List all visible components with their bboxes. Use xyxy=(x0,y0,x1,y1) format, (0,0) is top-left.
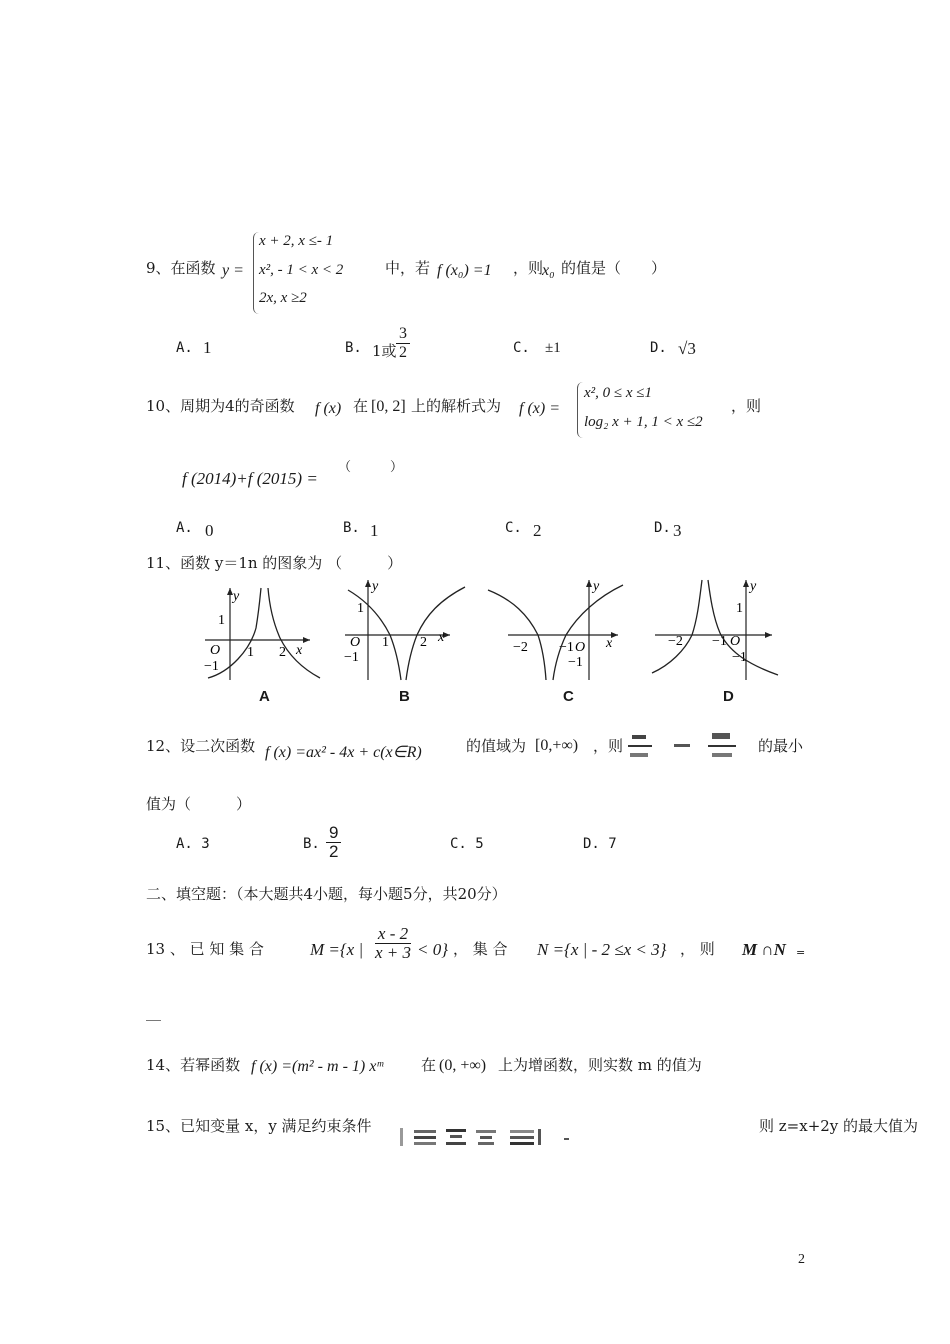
q11-graph-b xyxy=(340,575,470,689)
q14-interval: (0, +∞) xyxy=(439,1057,487,1074)
q12-opt-b-num: 9 xyxy=(326,824,341,843)
q9-opt-b-num: 3 xyxy=(396,325,410,344)
q9-opt-b-den: 2 xyxy=(399,344,407,361)
svg-text:−1: −1 xyxy=(712,634,727,649)
q10-fx: f (x) xyxy=(315,400,342,417)
q13-m-set-pre: M ={x | xyxy=(310,940,364,959)
svg-text:x: x xyxy=(606,636,613,651)
q9-opt-b-pre: 1或 xyxy=(372,342,397,360)
q12-opt-d: D. 7 xyxy=(583,836,617,852)
section-2-heading: 二、填空题：（本大题共4小题，每小题5分，共20分） xyxy=(146,885,507,903)
q13-m-den: x + 3 xyxy=(375,943,412,962)
q12-opt-b-frac xyxy=(326,824,341,861)
q9-then: ，则 xyxy=(513,259,544,277)
q11-graph-d xyxy=(650,575,780,689)
q13-equals: = xyxy=(796,946,806,959)
q14-stem: 14、若幂函数 xyxy=(146,1056,241,1074)
q11-graph-a xyxy=(200,580,330,689)
q10-brace xyxy=(577,382,584,438)
svg-text:1: 1 xyxy=(218,613,225,628)
q15-blurred-constraints xyxy=(398,1124,573,1154)
q14-tail: 上为增函数，则实数 m 的值为 xyxy=(498,1056,702,1074)
svg-text:y: y xyxy=(372,579,379,594)
svg-text:1: 1 xyxy=(247,645,254,660)
q10-opt-b-label: B. xyxy=(343,520,360,536)
q12-stem: 12、设二次函数 xyxy=(146,737,256,755)
q9-opt-c: ±1 xyxy=(545,340,561,356)
q13-m-num: x - 2 xyxy=(375,925,411,944)
svg-text:O: O xyxy=(210,643,221,658)
svg-text:O: O xyxy=(575,640,586,655)
q9-opt-c-label: C. xyxy=(513,340,530,356)
q9-opt-b-label: B. xyxy=(345,340,362,356)
q9-case2: x², ‑ 1 < x < 2 xyxy=(259,262,344,278)
q9-opt-d: √3 xyxy=(678,339,696,358)
q10-paren: （ ） xyxy=(338,460,404,475)
q10-expr: f (2014)+f (2015) = xyxy=(182,469,318,488)
q13-answer-blank: __ xyxy=(146,1003,161,1021)
q9-opt-d-label: D. xyxy=(650,340,667,356)
q9-case3: 2x, x ≥2 xyxy=(259,290,307,306)
q10-opt-c: 2 xyxy=(533,521,542,540)
q12-blurred-expression xyxy=(624,728,744,768)
q12-range: [0,+∞) xyxy=(535,737,579,754)
svg-text:−2: −2 xyxy=(513,640,528,655)
q11-label-b: B xyxy=(399,688,410,705)
q13-n-set: N ={x | - 2 ≤x < 3} xyxy=(537,940,667,959)
svg-text:−1: −1 xyxy=(344,650,359,665)
q11-label-a: A xyxy=(259,688,270,705)
q12-range-text: 的值域为 xyxy=(466,737,527,755)
svg-text:1: 1 xyxy=(382,635,389,650)
svg-text:−1: −1 xyxy=(732,650,747,665)
q13-sep: ， 集 合 xyxy=(453,940,508,958)
q13-intersection: M ∩N xyxy=(742,940,786,959)
q12-opt-b-label: B. xyxy=(303,836,320,852)
q15-tail: 则 z=x+2y 的最大值为 xyxy=(759,1117,919,1135)
svg-text:2: 2 xyxy=(420,635,427,650)
q14-func: f (x) =(m² - m - 1) xᵐ xyxy=(251,1058,383,1075)
q11-label-d: D xyxy=(723,688,734,705)
q9-mid: 中，若 xyxy=(385,259,431,277)
q14-on: 在 xyxy=(421,1056,437,1074)
q10-case1: x², 0 ≤ x ≤1 xyxy=(584,385,653,401)
svg-text:O: O xyxy=(350,635,361,650)
svg-text:1: 1 xyxy=(357,601,364,616)
q10-opt-d-label: D. xyxy=(654,520,671,536)
svg-text:−1: −1 xyxy=(204,659,219,674)
svg-text:−2: −2 xyxy=(668,634,683,649)
q9-opt-b-frac xyxy=(396,325,410,362)
q12-tail: 的最小 xyxy=(758,737,804,755)
svg-text:y: y xyxy=(233,589,240,604)
q11-graph-c xyxy=(483,575,633,689)
q10-then: ，则 xyxy=(731,397,762,415)
q10-opt-d: 3 xyxy=(673,521,682,540)
q15-stem: 15、已知变量 x，y 满足约束条件 xyxy=(146,1117,372,1135)
q12-opt-c: C. 5 xyxy=(450,836,484,852)
q12-func: f (x) =ax² - 4x + c(x∈R) xyxy=(265,744,422,761)
svg-text:1: 1 xyxy=(736,601,743,616)
q13-stem: 13 、 已 知 集 合 xyxy=(146,940,264,958)
q10-fx2: f (x) = xyxy=(519,400,560,417)
q10-opt-a: 0 xyxy=(205,521,214,540)
q9-stem: 9、在函数 xyxy=(146,259,216,277)
q10-stem: 10、周期为4的奇函数 xyxy=(146,397,295,415)
q9-tail: 的值是（ ） xyxy=(561,259,667,277)
q9-opt-a: 1 xyxy=(203,338,212,357)
svg-text:y: y xyxy=(593,579,600,594)
q10-interval: [0, 2] xyxy=(371,398,406,415)
q12-opt-b-den: 2 xyxy=(329,842,339,861)
q9-cond: f (x₀) =1 xyxy=(437,262,492,279)
q9-y-eq: y = xyxy=(222,262,244,279)
svg-text:y: y xyxy=(750,579,757,594)
q13-m-frac xyxy=(372,925,414,962)
q10-on: 在 xyxy=(353,397,369,415)
q9-x0: x₀ xyxy=(542,262,555,279)
svg-text:x: x xyxy=(438,630,445,645)
page-number: 2 xyxy=(798,1252,805,1267)
q10-case2: log₂ x + 1, 1 < x ≤2 xyxy=(584,414,703,430)
q13-m-set-post: < 0} xyxy=(417,940,449,959)
q9-opt-a-label: A. xyxy=(176,340,193,356)
svg-text:−1: −1 xyxy=(568,655,583,670)
q11-stem: 11、函数 y＝1n 的图象为 （ ） xyxy=(146,554,403,572)
q12-line2: 值为（ ） xyxy=(146,795,252,813)
q13-then: ， 则 xyxy=(680,940,715,958)
q10-opt-c-label: C. xyxy=(505,520,522,536)
svg-text:−1: −1 xyxy=(559,640,574,655)
q10-opt-a-label: A. xyxy=(176,520,193,536)
q12-then: ，则 xyxy=(593,737,624,755)
q12-opt-a: A. 3 xyxy=(176,836,210,852)
q11-label-c: C xyxy=(563,688,574,705)
q10-formula: 上的解析式为 xyxy=(411,397,502,415)
q10-opt-b: 1 xyxy=(370,521,379,540)
svg-text:2: 2 xyxy=(279,645,286,660)
svg-text:O: O xyxy=(730,634,741,649)
svg-text:x: x xyxy=(296,643,303,658)
q9-case1: x + 2, x ≤- 1 xyxy=(259,233,334,249)
